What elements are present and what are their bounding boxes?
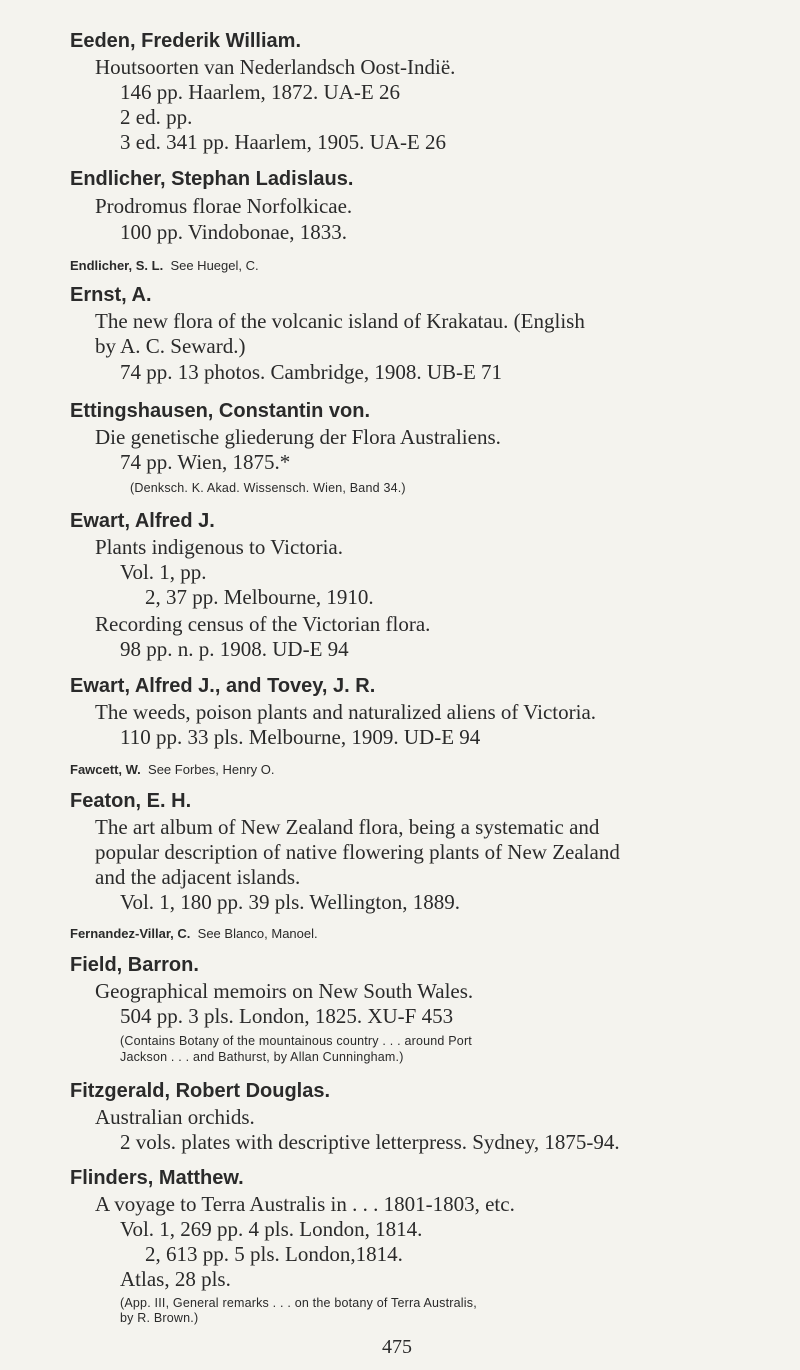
xref-name: Endlicher, S. L. [70,258,164,273]
entry-title: Recording census of the Victorian flora. [95,612,431,636]
entry-atlas: Atlas, 28 pls. [120,1267,231,1291]
cross-reference [70,762,274,777]
entry-imprint: 2 vols. plates with descriptive letterpress. Sydney, 1875-94. [120,1130,620,1154]
entry-title: Australian orchids. [95,1105,255,1129]
entry-imprint: 146 pp. Haarlem, 1872. UA-E 26 [120,80,400,104]
entry-imprint: Vol. 1, 180 pp. 39 pls. Wellington, 1889. [120,890,460,914]
xref-name: Fernandez-Villar, C. [70,926,191,941]
entry-heading-featon: Featon, E. H. [70,790,192,812]
entry-note: (Denksch. K. Akad. Wissensch. Wien, Band 34.) [130,481,406,495]
entry-heading-ettingshausen: Ettingshausen, Constantin von. [70,400,371,422]
entry-title-cont: popular description of native flowering plants of New Zealand [95,840,620,864]
xref-name: Fawcett, W. [70,762,141,777]
entry-volume: Vol. 1, pp. [120,560,207,584]
entry-note-cont: Jackson . . . and Bathurst, by Allan Cunningham.) [120,1050,404,1064]
entry-volume: 2, 37 pp. Melbourne, 1910. [145,585,374,609]
entry-title: Plants indigenous to Victoria. [95,535,344,559]
xref-see: See Forbes, Henry O. [148,762,275,777]
entry-title: Die genetische gliederung der Flora Australiens. [95,425,501,449]
entry-imprint: 110 pp. 33 pls. Melbourne, 1909. UD-E 94 [120,725,481,749]
entry-note: (App. III, General remarks . . . on the botany of Terra Australis, [120,1296,477,1310]
entry-imprint: 74 pp. Wien, 1875.* [120,450,291,474]
entry-title: Houtsoorten van Nederlandsch Oost-Indië. [95,55,456,79]
cross-reference [70,926,318,941]
entry-heading-ernst: Ernst, A. [70,284,152,306]
entry-heading-eeden: Eeden, Frederik William. [70,30,302,52]
entry-title-cont: by A. C. Seward.) [95,334,246,358]
entry-title: The new flora of the volcanic island of Krakatau. (English [95,309,585,333]
entry-heading-field: Field, Barron. [70,954,199,976]
entry-imprint: 74 pp. 13 photos. Cambridge, 1908. UB-E 71 [120,360,503,384]
entry-imprint: 100 pp. Vindobonae, 1833. [120,220,348,244]
entry-heading-ewart: Ewart, Alfred J. [70,510,215,532]
entry-title: Prodromus florae Norfolkicae. [95,194,353,218]
page-number: 475 [382,1336,412,1358]
entry-title: Geographical memoirs on New South Wales. [95,979,474,1003]
entry-edition: 3 ed. 341 pp. Haarlem, 1905. UA-E 26 [120,130,447,154]
entry-heading-ewart-tovey: Ewart, Alfred J., and Tovey, J. R. [70,675,376,697]
entry-title: The art album of New Zealand flora, being a systematic and [95,815,600,839]
entry-title: The weeds, poison plants and naturalized aliens of Victoria. [95,700,597,724]
entry-edition: 2 ed. pp. [120,105,193,129]
entry-volume: Vol. 1, 269 pp. 4 pls. London, 1814. [120,1217,423,1241]
entry-note-cont: by R. Brown.) [120,1311,199,1325]
xref-see: See Blanco, Manoel. [197,926,318,941]
entry-imprint: 504 pp. 3 pls. London, 1825. XU-F 453 [120,1004,454,1028]
xref-see: See Huegel, C. [170,258,259,273]
entry-heading-flinders: Flinders, Matthew. [70,1167,244,1189]
entry-volume: 2, 613 pp. 5 pls. London,1814. [145,1242,403,1266]
entry-title-cont: and the adjacent islands. [95,865,301,889]
entry-heading-fitzgerald: Fitzgerald, Robert Douglas. [70,1080,331,1102]
entry-heading-endlicher: Endlicher, Stephan Ladislaus. [70,168,354,190]
cross-reference [70,258,259,273]
entry-title: A voyage to Terra Australis in . . . 1801-1803, etc. [95,1192,515,1216]
entry-imprint: 98 pp. n. p. 1908. UD-E 94 [120,637,349,661]
entry-note: (Contains Botany of the mountainous country . . . around Port [120,1034,472,1048]
